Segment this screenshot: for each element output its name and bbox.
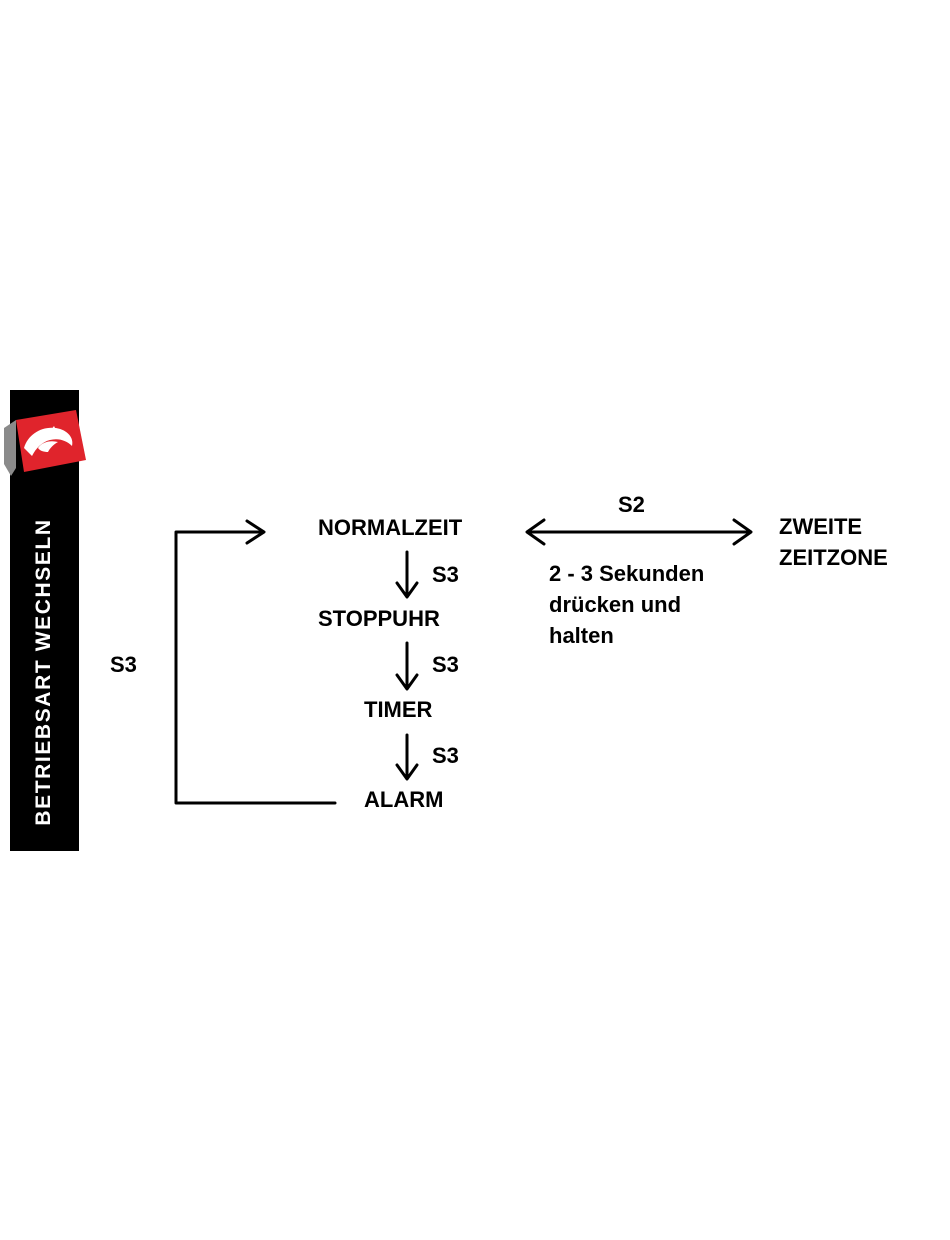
hold-instruction-line: drücken und (549, 592, 682, 617)
mode-timer: TIMER (364, 697, 433, 722)
button-s3-label: S3 (432, 652, 459, 677)
button-s3-loop-label: S3 (110, 652, 137, 677)
second-zone-line2: ZEITZONE (779, 545, 888, 570)
button-s3-label: S3 (432, 562, 459, 587)
loop-connector (176, 532, 335, 803)
button-s2-label: S2 (618, 492, 645, 517)
button-s3-label: S3 (432, 743, 459, 768)
hold-instruction-line: halten (549, 623, 614, 648)
mode-stoppuhr: STOPPUHR (318, 606, 440, 631)
mode-normalzeit: NORMALZEIT (318, 515, 463, 540)
hold-instruction (549, 558, 704, 651)
mode-alarm: ALARM (364, 787, 444, 812)
second-zone-line1: ZWEITE (779, 514, 863, 539)
sidebar-title: BETRIEBSART WECHSELN (32, 518, 55, 826)
hold-instruction-line: 2 - 3 Sekunden (549, 561, 705, 586)
